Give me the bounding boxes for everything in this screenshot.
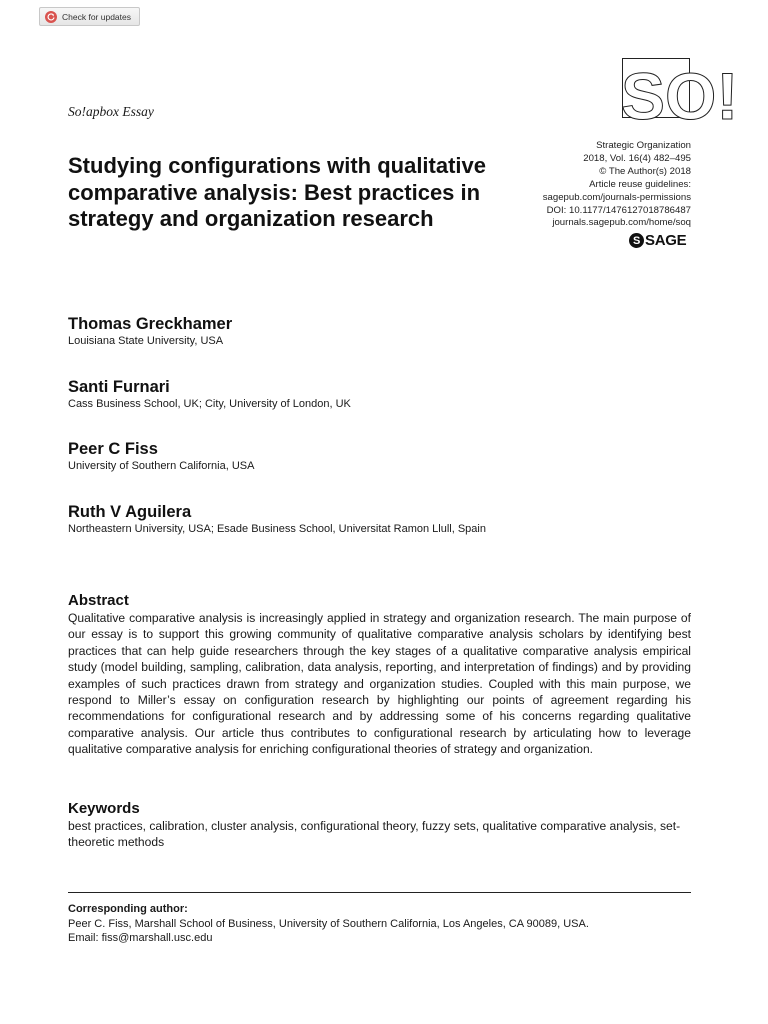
sage-wordmark: SAGE [645,232,687,249]
keywords-text: best practices, calibration, cluster analysis, configurational theory, fuzzy sets, qualitative comparative analysis, set-theoretic methods [68,819,681,850]
corresponding-author-address: Peer C. Fiss, Marshall School of Business, University of Southern California, Los Angeles, CA 90089, USA. [68,917,589,930]
author-affiliation: Cass Business School, UK; City, University of London, UK [68,398,351,410]
check-for-updates-button[interactable] [39,7,140,26]
keywords-section [68,800,691,851]
author-affiliation: Louisiana State University, USA [68,335,224,347]
author-block [68,314,232,348]
journal-metadata [543,140,691,230]
abstract-text: Qualitative comparative analysis is increasingly applied in strategy and organization research. The main purpose of our essay is to support this growing community of qualitative comparative analysis scholars by identifying best practices that can help guide researchers through the key stages of a qualitative comparative analysis empirical study (model building, sampling, calibration, data analysis, reporting, and interpretation of findings) and by providing examples of such practices drawn from strategy and organization studies. Coupled with this main purpose, we respond to Miller’s essay on configuration research by highlighting our points of agreement regarding his recommendations for configurational research and by addressing some of his concerns regarding qualitative comparative analysis. Our article thus contributes to configurational research by articulating how to leverage qualitative comparative analysis for enriching configurational theories of strategy and organization. [68,611,691,757]
doi[interactable]: DOI: 10.1177/1476127018786487 [546,204,691,216]
author-name: Ruth V Aguilera [68,503,192,521]
sage-logo [629,232,686,249]
reuse-link[interactable]: sagepub.com/journals-permissions [542,191,691,203]
keywords-heading: Keywords [68,800,140,817]
reuse-label: Article reuse guidelines: [589,178,691,190]
journal-volume: 2018, Vol. 16(4) 482–495 [583,152,691,164]
check-for-updates-label: Check for updates [62,11,131,22]
footnote-divider [68,892,691,893]
abstract-heading: Abstract [68,592,129,609]
journal-name: Strategic Organization [596,140,691,151]
corresponding-author [68,902,691,946]
journal-logo [621,58,739,133]
svg-text:SO!: SO! [621,59,739,133]
author-block [68,502,486,536]
author-name: Thomas Greckhamer [68,315,233,333]
author-name: Santi Furnari [68,378,170,396]
corresponding-author-email[interactable]: Email: fiss@marshall.usc.edu [68,932,213,945]
copyright: © The Author(s) 2018 [599,165,691,177]
author-affiliation: University of Southern California, USA [68,460,255,472]
article-type: So!apbox Essay [68,104,154,119]
article-title: Studying configurations with qualitative comparative analysis: Best practices in strategy and organization research [68,153,487,231]
journal-link[interactable]: journals.sagepub.com/home/soq [552,217,691,229]
author-name: Peer C Fiss [68,440,158,458]
author-block [68,377,351,411]
author-affiliation: Northeastern University, USA; Esade Business School, Universitat Ramon Llull, Spain [68,523,486,535]
abstract-section [68,592,691,758]
refresh-icon [45,11,57,23]
author-block [68,439,254,473]
sage-mark-icon: S [629,233,644,248]
corresponding-author-label: Corresponding author: [68,903,188,915]
